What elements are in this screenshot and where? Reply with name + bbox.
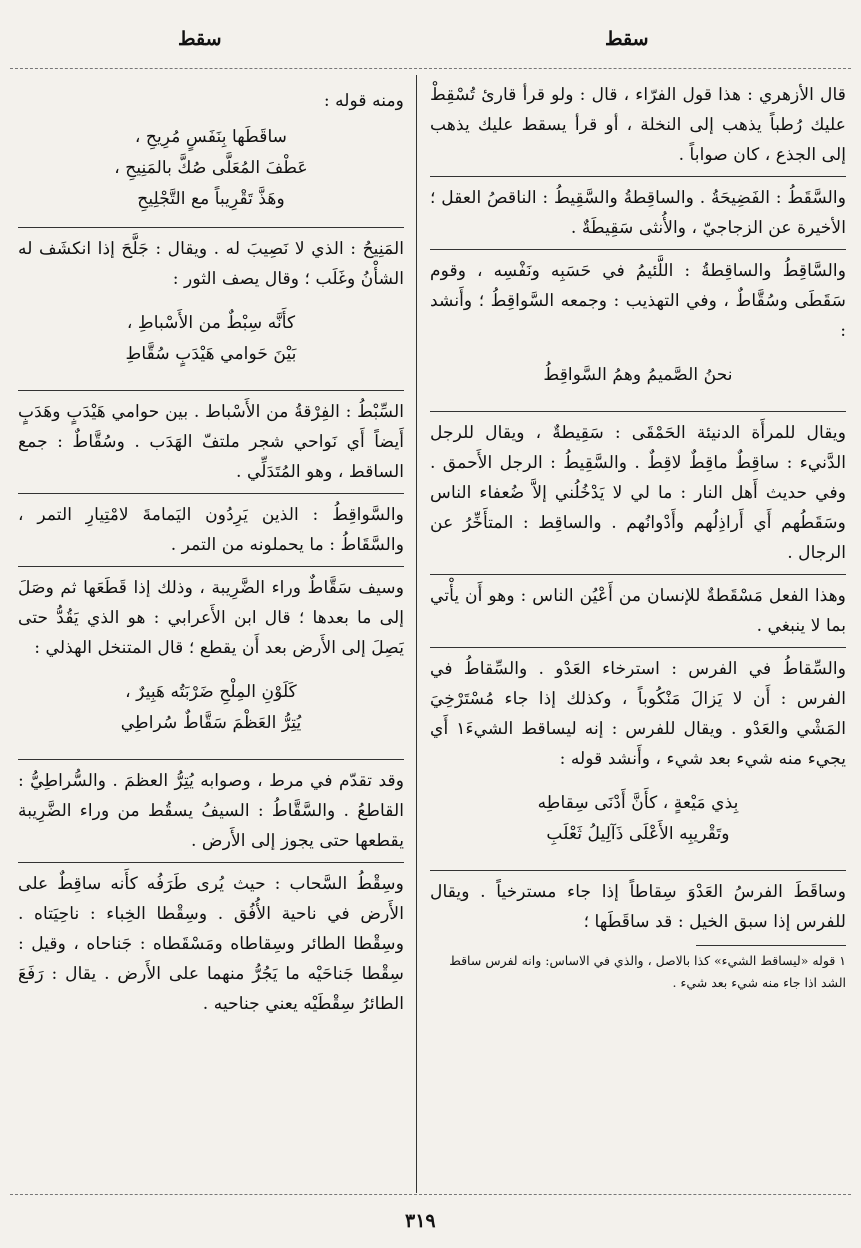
entry-paragraph: وساقَطَ الفرسُ العَدْوَ سِقاطاً إذا جاء مسترخياً . ويقال للفرس إذا سبق الخيل : قد ساقَطَها ؛ [430, 882, 846, 932]
footnote: ١ قوله «ليساقط الشيء» كذا بالاصل ، والذي في الاساس: وانه لفرس ساقط الشد اذا جاء منه شيء بعد شيء . [449, 953, 846, 990]
entry-paragraph: والسَّواقِطُ : الذين يَرِدُون اليَمامةَ لامْتِيارِ التمر ، والسَّقَاطُ : ما يحملونه من التمر . [18, 505, 404, 555]
entry-paragraph: المَنِيحُ : الذي لا نَصِيبَ له . ويقال : جَلَّحَ إذا انكشَف له الشأْنُ وغَلَب ؛ وقال يصف الثور : [18, 239, 404, 289]
entry-paragraph: قال الأزهري : هذا قول الفرّاء ، قال : ولو قرأ قارئ تُسْقِطْ عليك رُطباً يذهب إلى النخلة ، أو قرأ يسقط عليك يذهب إلى الجذع ، كان صواباً . [430, 85, 846, 165]
verse-line: نحنُ الصَّميمُ وهمُ السَّواقِطُ [543, 365, 733, 385]
verse-line: ساقَطَها بِنَفَسٍ مُرِيحِ ، [134, 127, 288, 147]
paragraph-rule [430, 249, 846, 250]
paragraph-rule [430, 870, 846, 871]
entry-paragraph: وهذا الفعل مَسْقَطةٌ للإنسان من أَعْيُن الناس : وهو أَن يأْتي بما لا ينبغي . [430, 586, 846, 636]
verse-line: يُتِرُّ العَظْمَ سَقَّاطٌ سُراطِي [120, 713, 302, 733]
entry-paragraph: والسَّقَطُ : الفَضِيحَةُ . والساقِطةُ والسَّقِيطُ : الناقصُ العقل ؛ الأخيرة عن الزجاجيّ ، والأُنثى سَقِيطَةٌ . [430, 188, 846, 238]
left-column [18, 86, 404, 1019]
verse-line: كَلَوْنِ المِلْحِ ضَرْبَتُه هَبِيرٌ ، [125, 682, 297, 702]
header-right-keyword: سقط [605, 28, 649, 50]
paragraph-rule [430, 574, 846, 575]
verse [18, 122, 404, 215]
verse [18, 677, 404, 739]
entry-paragraph: والسَّاقِطُ والساقِطةُ : اللَّئيمُ في حَسَبِه ونَفْسِه ، وقوم سَقَطَى وسُقَّاطٌ ، وفي التهذيب : وجمعه السَّواقِطُ ؛ وأَنشد : [430, 261, 846, 341]
verse-line: كأَنَّه سِبْطٌ من الأَسْباطِ ، [126, 313, 296, 333]
entry-paragraph: وسيف سَقَّاطٌ وراء الضَّرِيبة ، وذلك إذا قَطَعَها ثم وصَلَ إلى ما بعدها ؛ قال ابن الأَعرابي : هو الذي يَقُدُّ حتى يَصِلَ إلى الأَرض بعد أَن يقطع ؛ قال المتنخل الهذلي : [18, 578, 404, 658]
page-number: ٣١٩ [405, 1210, 436, 1232]
verse-line: بِذي مَيْعةٍ ، كأَنَّ أَدْنَى سِقاطِه [537, 793, 739, 813]
paragraph-rule [18, 493, 404, 494]
verse [18, 308, 404, 370]
entry-paragraph: والسِّقاطُ في الفرس : استرخاء العَدْو . والسِّقاطُ في الفرس : أَن لا يَزالَ مَنْكُوباً ، وكذلك إذا جاء مُسْتَرْخِيَ المَشْي والعَدْو . ويقال للفرس : إنه ليساقط الشيءَ١ أَي يجيء منه شيء بعد شيء ، وأَنشد قوله : [430, 659, 846, 769]
verse-line: وهَذَّ تَقْرِيباً مع التَّجْلِيحِ [137, 189, 285, 209]
entry-paragraph: وقد تقدّم في مرط ، وصوابه يُتِرُّ العظمَ . والسُّراطِيُّ : القاطعُ . والسَّقَّاطُ : السيفُ يسقُط من وراء الضَّرِيبة يقطعها حتى يجوز إلى الأَرض . [18, 771, 404, 851]
paragraph-rule [18, 862, 404, 863]
paragraph-rule [18, 227, 404, 228]
paragraph-rule [18, 566, 404, 567]
header-left-keyword: سقط [178, 28, 222, 50]
entry-paragraph: ويقال للمرأَة الدنيئة الحَمْقَى : سَقِيطةٌ ، ويقال للرجل الدَّنيء : ساقِطٌ ماقِطٌ لاقِطٌ . والسَّقِيطُ : الرجل الأَحمق . وفي حديث أَهل النار : ما لي لا يَدْخُلُني إلاَّ ضُعفاء الناس وسَقَطُهم أَي أَراذِلُهم وأَدْوانُهم . والساقِط : المتأَخِّرُ عن الرجال . [430, 423, 846, 563]
column-divider [416, 75, 417, 1193]
verse [430, 788, 846, 850]
verse-line: وتَقْريبِه الأَعْلَى ذَآلِيلُ ثَعْلَبِ [546, 824, 730, 844]
entry-paragraph: السِّبْطُ : الفِرْقةُ من الأَسْباط . بين حوامي هَيْدَبٍ وهَدَبٍ أَيضاً أَي نَواحي شجر ملتفّ الهَدَب . وسُقَّاطٌ : جمع الساقط ، وهو المُتَدَلِّي . [18, 402, 404, 482]
paragraph-rule [18, 390, 404, 391]
entry-paragraph: ومنه قوله : [323, 91, 404, 111]
paragraph-rule [430, 647, 846, 648]
footer-rule [10, 1194, 851, 1195]
verse-line: عَطْفَ المُعَلَّى صُكَّ بالمَنِيحِ ، [114, 158, 308, 178]
header-rule [10, 68, 851, 69]
footnote-rule [696, 945, 846, 946]
right-column [430, 80, 846, 994]
paragraph-rule [430, 176, 846, 177]
paragraph-rule [18, 759, 404, 760]
entry-paragraph: وسِقْطُ السَّحاب : حيث يُرى طَرَفُه كأَنه ساقِطٌ على الأَرض في ناحية الأُفُق . وسِقْطا الخِباء : ناحِيَتاه . وسِقْطا الطائر وسِقاطاه ومَسْقَطاه : جَناحاه ، وقيل : سِقْطا جَناحَيْه ما يَجُرُّ منهما على الأَرض . يقال : رَفَعَ الطائرُ سِقْطَيْه يعني جناحيه . [18, 874, 404, 1014]
paragraph-rule [430, 411, 846, 412]
verse-line: بَيْنَ حَوامي هَيْدَبٍ سُقَّاطِ [125, 344, 297, 364]
